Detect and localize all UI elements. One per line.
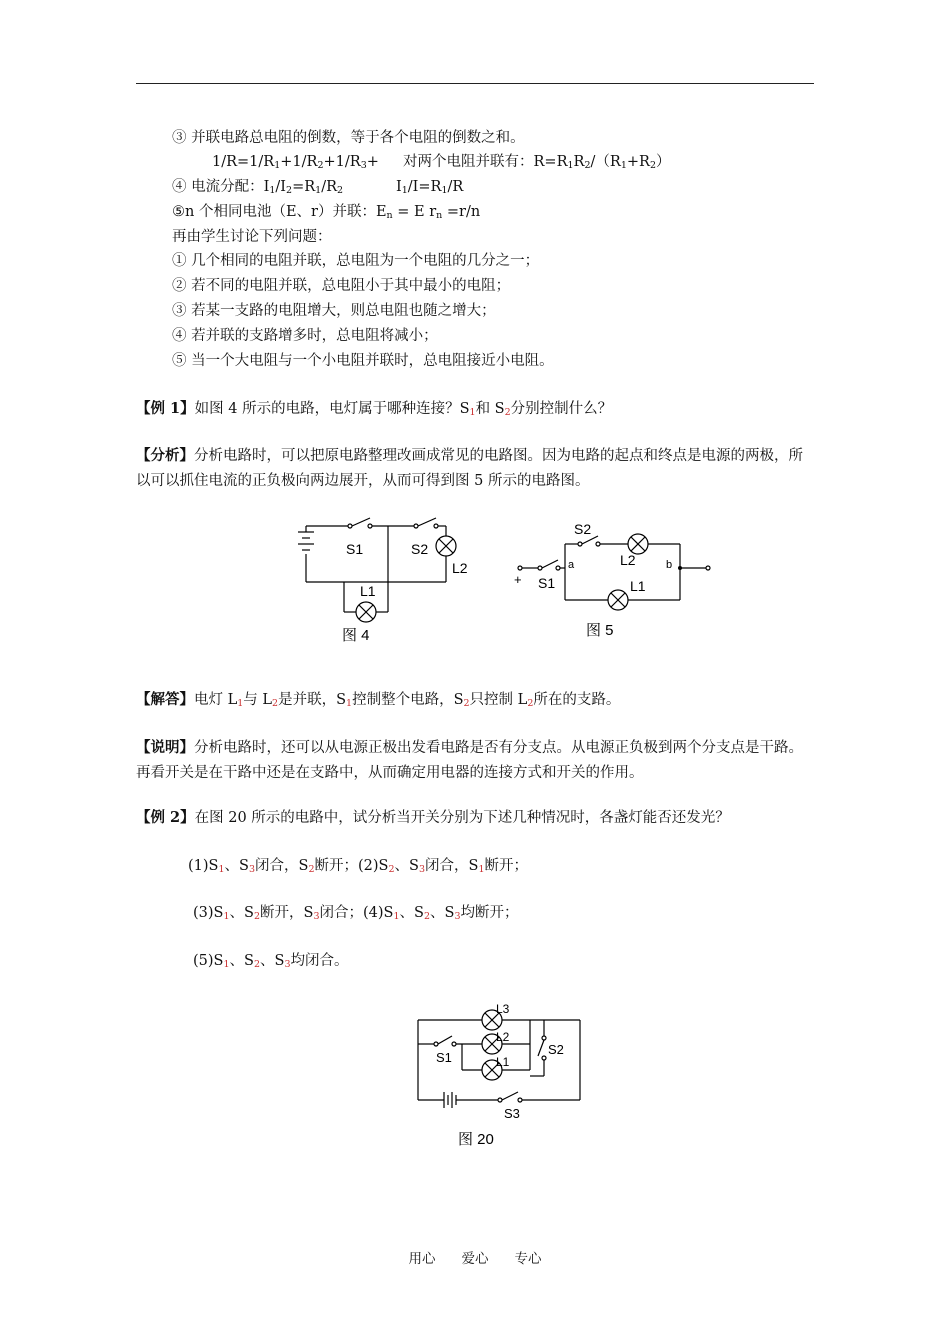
lamp-icon [436, 536, 456, 556]
lamp-icon [356, 602, 376, 622]
formula-two-resistors: 对两个电阻并联有：$R=R_1R_2/(R_1+R_2)$ [403, 154, 671, 171]
fig4-caption: 图 4 [342, 627, 370, 644]
fig5-label-s2: S2 [574, 521, 592, 537]
rule-item-5: ⑤n 个相同电池（E、r）并联：$E_n = E$ $r_n =r/n$ [172, 204, 481, 221]
page-footer [0, 1247, 950, 1267]
fig5-label-l1: L1 [630, 578, 646, 594]
fig20-label-s2: S2 [548, 1042, 564, 1057]
rule-item-3: ③ 并联电路总电阻的倒数，等于各个电阻的倒数之和。 [172, 130, 525, 146]
fig5-label-plus: + [514, 572, 522, 587]
figure-5-circuit [510, 518, 730, 642]
formula-reciprocal: $1/R=1/R_1+1/R_2+1/R_3+$ [212, 154, 379, 171]
example-2-case-5: $(5)S_1$、$S_2$、$S_3$均闭合。 [193, 953, 349, 970]
fig4-label-s2: S2 [411, 541, 429, 557]
fig5-caption: 图 5 [586, 622, 614, 639]
footer-item: 用心 [408, 1251, 436, 1267]
discussion-item: ④ 若并联的支路增多时，总电阻将减小； [172, 328, 438, 344]
fig5-label-s1: S1 [538, 575, 556, 591]
analysis-paragraph: 【分析】分析电路时，可以把原电路整理改画成常见的电路图。因为电路的起点和终点是电源的两极，所以可以抓住电流的正负极向两边展开，从而可得到图 5 所示的电路图。 [136, 447, 803, 489]
figure-4-circuit [288, 514, 478, 652]
discussion-item: ③ 若某一支路的电阻增大，则总电阻也随之增大； [172, 303, 496, 319]
footer-item: 专心 [514, 1251, 542, 1267]
fig4-label-s1: S1 [346, 541, 364, 557]
rule-item-4-total: $I_1/I=R_1/R$ [396, 179, 464, 196]
fig20-label-l1: L1 [496, 1055, 510, 1069]
fig20-label-l3: L3 [496, 1002, 510, 1016]
header-rule [136, 83, 814, 84]
discussion-intro: 再由学生讨论下列问题： [172, 229, 332, 245]
fig5-label-a: a [568, 559, 575, 571]
rule-item-4: ④ 电流分配：$I_1/I_2=R_1/R_2$ [172, 179, 344, 196]
lamp-icon [608, 590, 628, 610]
fig4-label-l1: L1 [360, 583, 376, 599]
discussion-item: ② 若不同的电阻并联，总电阻小于其中最小的电阻； [172, 278, 511, 294]
fig20-label-s3: S3 [504, 1106, 520, 1121]
fig4-label-l2: L2 [452, 560, 468, 576]
footer-item: 爱心 [461, 1251, 489, 1267]
note-paragraph: 【说明】分析电路时，还可以从电源正极出发看电路是否有分支点。从电源正负极到两个分支点是干路。再看开关是在干路中还是在支路中，从而确定用电器的连接方式和开关的作用。 [136, 739, 803, 781]
example-2-case-1-2: $(1)S_1$、$S_3$闭合，$S_2$断开；$(2)S_2$、$S_3$闭合，$S_1$断开； [188, 858, 528, 875]
discussion-item: ① 几个相同的电阻并联，总电阻为一个电阻的几分之一； [172, 253, 540, 269]
example-2: 【例 2】在图 20 所示的电路中，试分析当开关分别为下述几种情况时，各盏灯能否还发光？ [136, 809, 730, 826]
example-2-case-3-4: $(3)S_1$、$S_2$断开，$S_3$闭合；$(4)S_1$、$S_2$、$S_3$均断开； [193, 905, 519, 922]
fig20-label-l2: L2 [496, 1030, 510, 1044]
answer-paragraph: 【解答】电灯 $L_1$与 $L_2$是并联，$S_1$控制整个电路，$S_2$只控制 $L_2$所在的支路。 [136, 691, 621, 709]
fig20-caption: 图 20 [458, 1131, 494, 1148]
fig5-label-b: b [666, 559, 673, 571]
fig5-label-l2: L2 [620, 552, 636, 568]
fig20-label-s1: S1 [436, 1050, 452, 1065]
example-1: 【例 1】如图 4 所示的电路，电灯属于哪种连接？$S_1$和 $S_2$分别控制什么？ [136, 400, 613, 418]
lamp-icon [628, 534, 648, 554]
discussion-item: ⑤ 当一个大电阻与一个小电阻并联时，总电阻接近小电阻。 [172, 353, 554, 369]
figure-20-circuit [410, 996, 590, 1154]
